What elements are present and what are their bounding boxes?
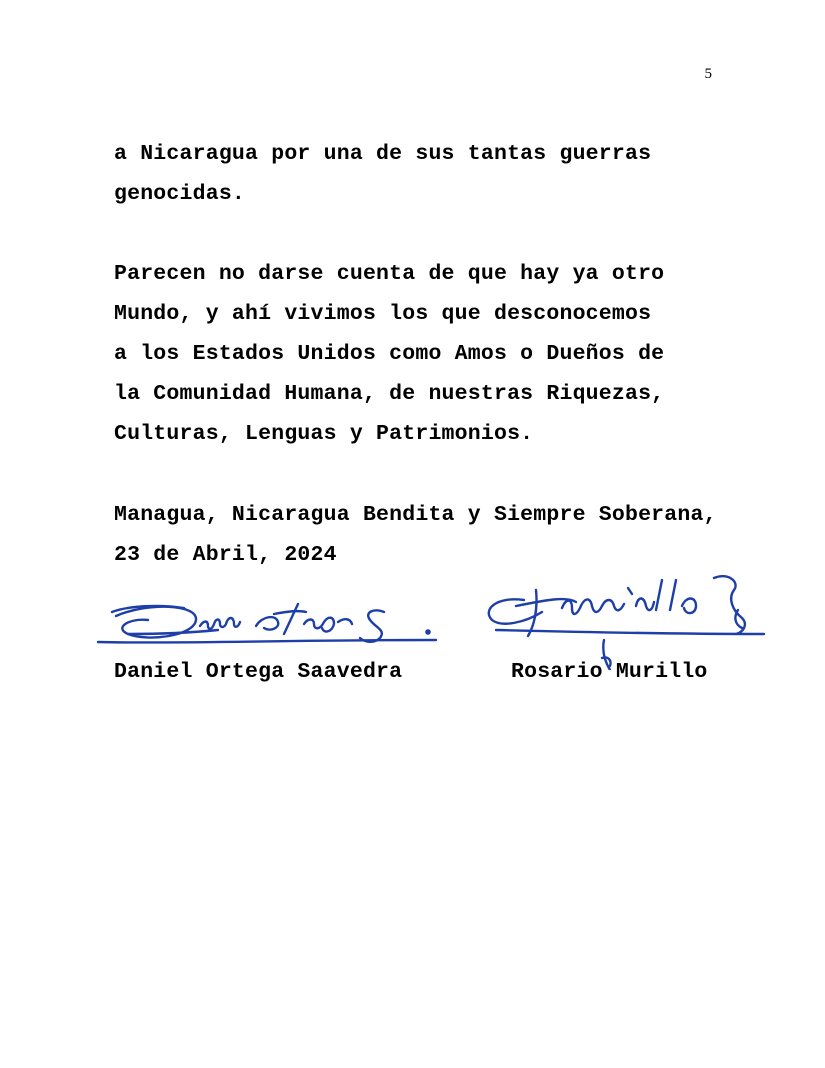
paragraph-2-line-3: a los Estados Unidos como Amos o Dueños de [114,342,665,366]
paragraph-1-line-1: a Nicaragua por una de sus tantas guerras [114,142,652,166]
closing-place: Managua, Nicaragua Bendita y Siempre Soberana, [114,503,717,527]
closing-date: 23 de Abril, 2024 [114,543,337,567]
signatory-left-name: Daniel Ortega Saavedra [114,660,403,684]
page-number: 5 [704,66,712,82]
signature-right [476,566,768,670]
paragraph-2-line-2: Mundo, y ahí vivimos los que desconocemos [114,302,652,326]
signatory-right-name: Rosario Murillo [511,660,708,684]
paragraph-2-line-4: la Comunidad Humana, de nuestras Riquezas, [114,382,665,406]
paragraph-1-line-2: genocidas. [114,182,246,206]
signature-left [88,594,448,660]
paragraph-2-line-1: Parecen no darse cuenta de que hay ya otro [114,262,665,286]
paragraph-2-line-5: Culturas, Lenguas y Patrimonios. [114,422,534,446]
